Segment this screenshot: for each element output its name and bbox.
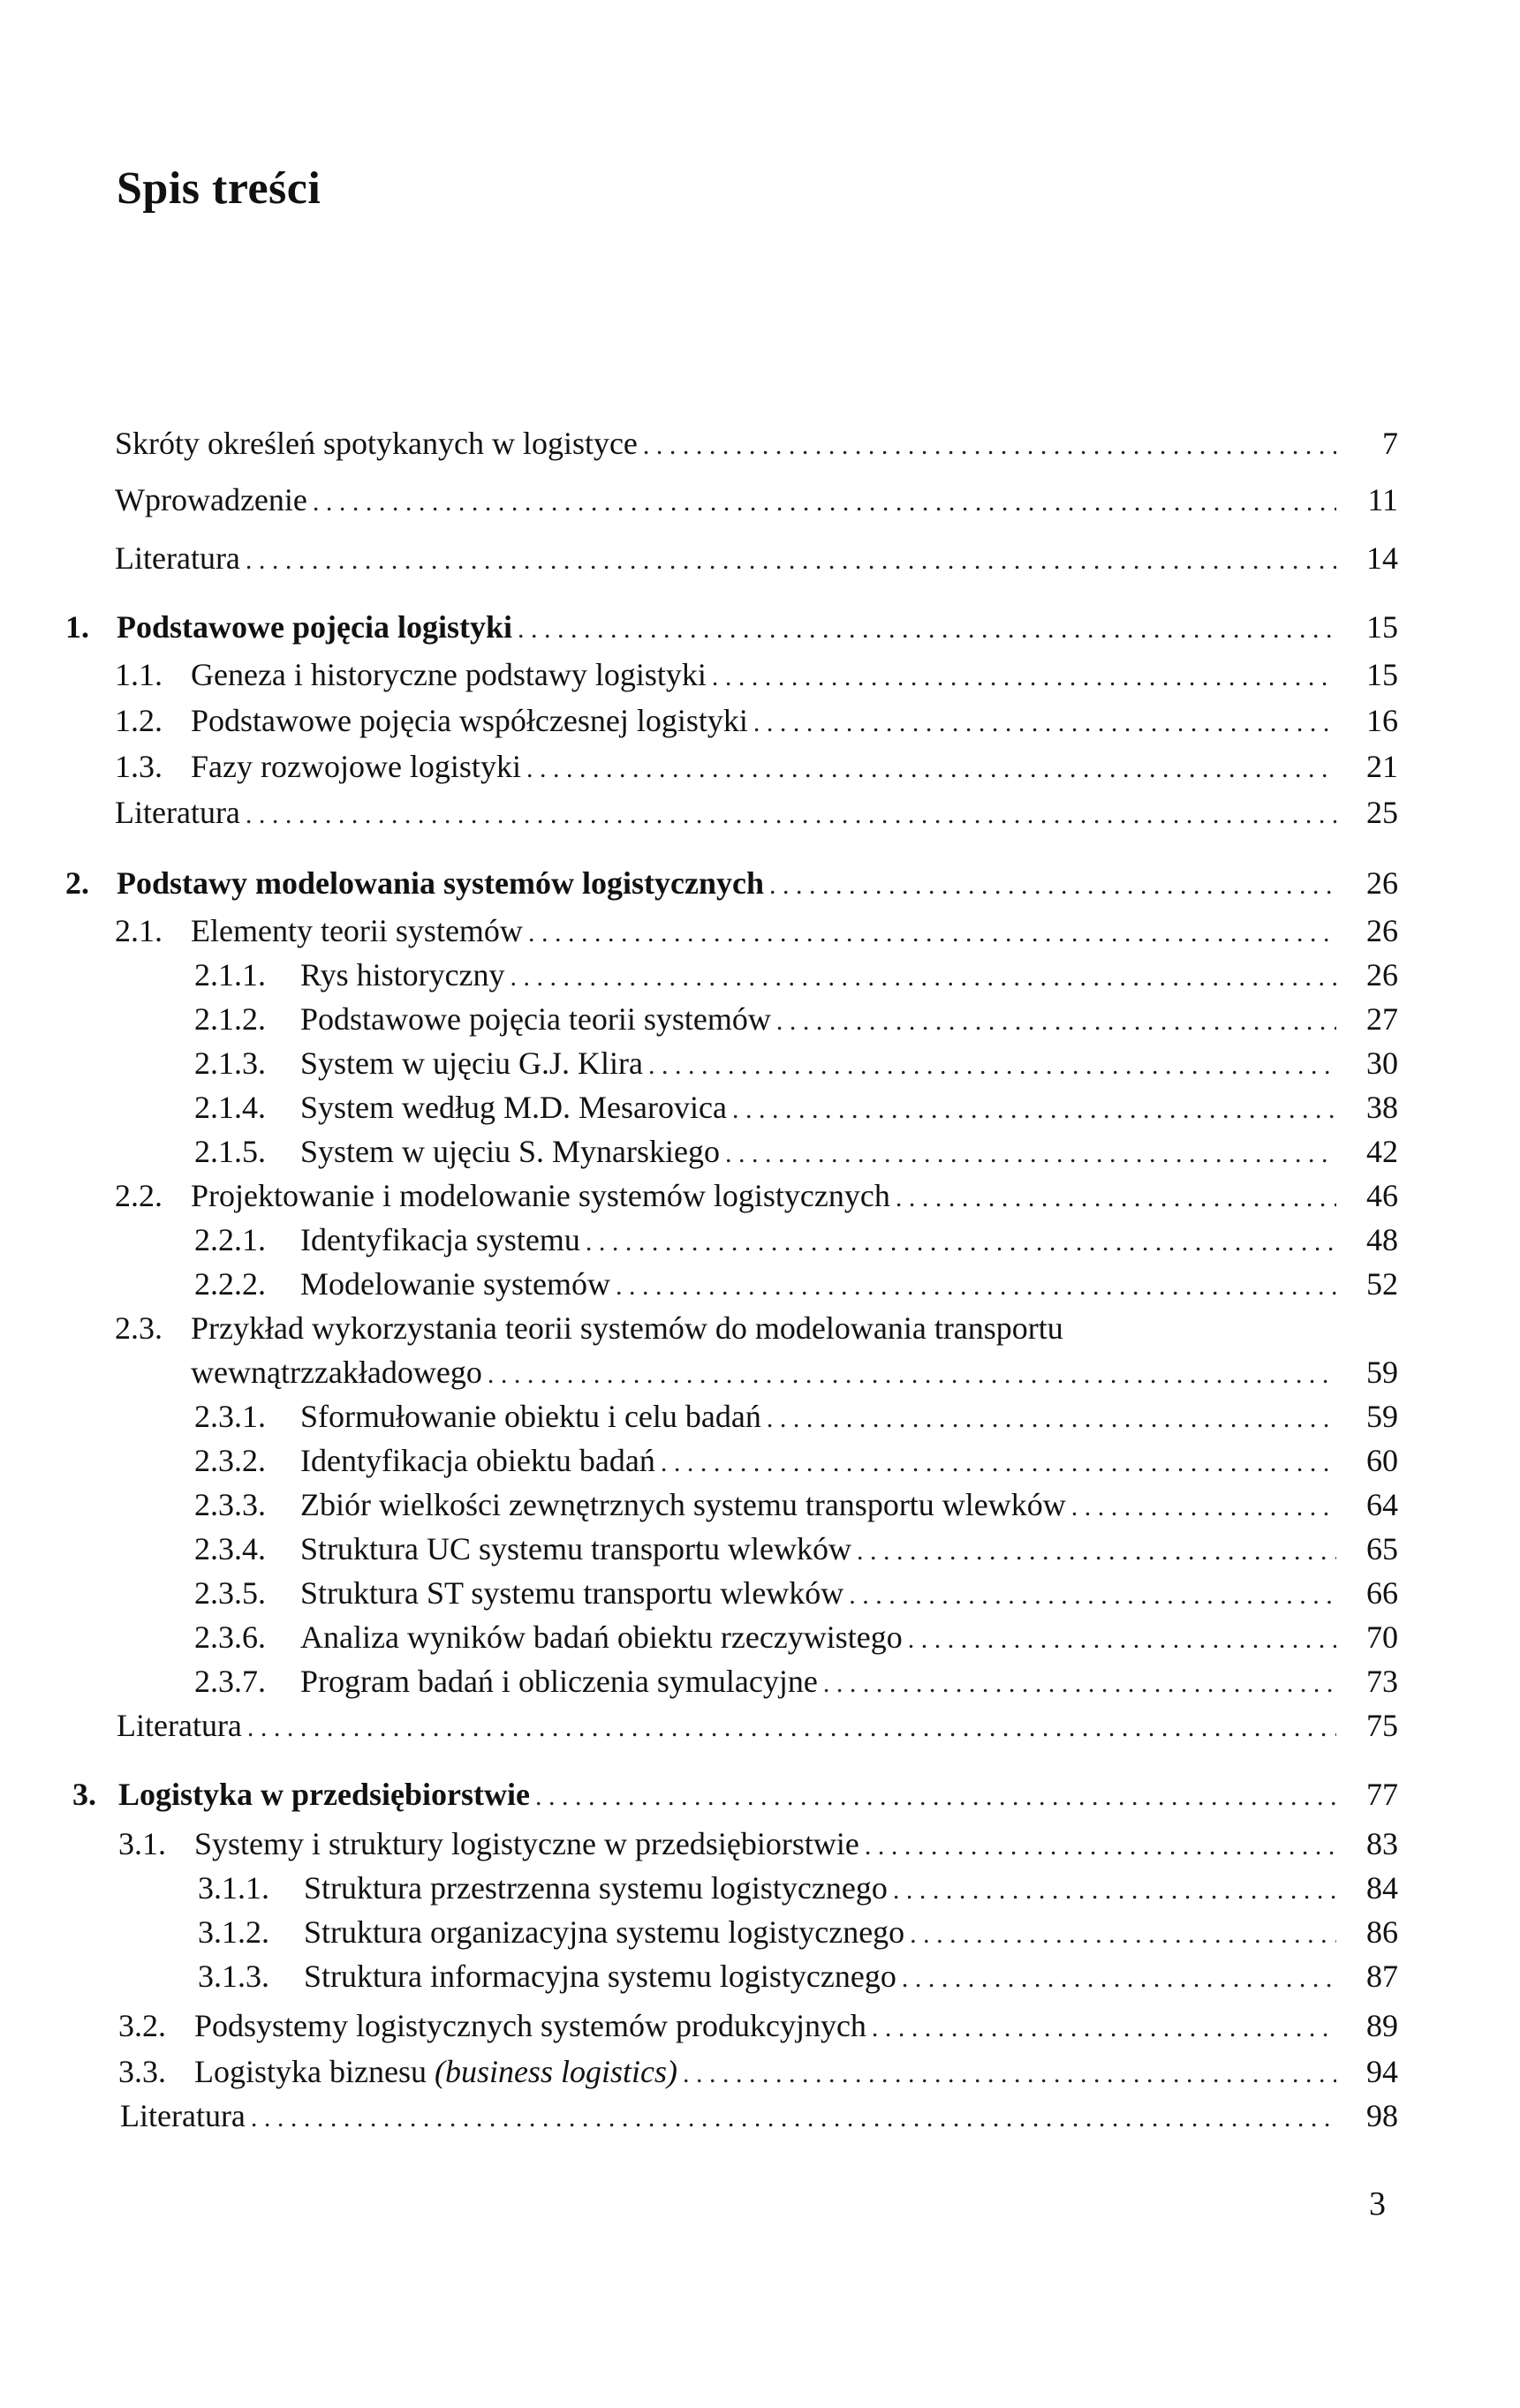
toc-entry-page: 27 — [1366, 1001, 1398, 1037]
toc-entry-literature[interactable] — [115, 795, 1398, 831]
toc-entry-literature[interactable] — [120, 2098, 1398, 2134]
toc-entry-page: 21 — [1366, 749, 1398, 784]
toc-entry-page: 94 — [1366, 2054, 1398, 2089]
toc-entry-label: System w ujęciu S. Mynarskiego — [300, 1134, 720, 1169]
toc-entry-page: 7 — [1382, 426, 1398, 461]
toc-entry-label: Wprowadzenie — [115, 482, 307, 517]
leader-dots — [643, 426, 1336, 462]
toc-entry-literature[interactable] — [115, 540, 1398, 577]
toc-subsection-3-1-1[interactable] — [198, 1870, 1398, 1906]
toc-entry-page: 83 — [1366, 1826, 1398, 1861]
leader-dots — [893, 1870, 1336, 1906]
toc-entry-label: Skróty określeń spotykanych w logistyce — [115, 426, 638, 461]
toc-subsection-2-3-3[interactable] — [194, 1487, 1398, 1523]
leader-dots — [865, 1826, 1336, 1862]
leader-dots — [823, 1664, 1336, 1700]
leader-dots — [313, 482, 1336, 518]
toc-entry-label: Podstawy modelowania systemów logistycznych — [117, 865, 764, 901]
toc-entry-label: Podstawowe pojęcia współczesnej logistyki — [191, 703, 748, 738]
toc-section-1-3[interactable] — [115, 749, 1398, 785]
toc-entry-label: Geneza i historyczne podstawy logistyki — [191, 657, 707, 692]
toc-entry-number: 2.2.1. — [194, 1222, 266, 1257]
toc-entry-number: 2.2.2. — [194, 1266, 266, 1302]
toc-entry-label: Elementy teorii systemów — [191, 913, 523, 948]
toc-section-1-1[interactable] — [115, 657, 1398, 693]
leader-dots — [767, 1399, 1336, 1435]
toc-chapter-1[interactable] — [65, 609, 1398, 645]
toc-subsection-3-1-2[interactable] — [198, 1914, 1398, 1951]
toc-entry-label: Zbiór wielkości zewnętrznych systemu transportu wlewków — [300, 1487, 1066, 1522]
toc-entry-page: 66 — [1366, 1575, 1398, 1611]
toc-entry-label: Literatura — [115, 540, 240, 576]
toc-entry-page: 98 — [1366, 2098, 1398, 2133]
toc-entry-page: 52 — [1366, 1266, 1398, 1302]
toc-entry-label: System według M.D. Mesarovica — [300, 1090, 727, 1125]
toc-entry-number: 1. — [65, 609, 89, 645]
toc-entry-label: Identyfikacja obiektu badań — [300, 1443, 655, 1478]
leader-dots — [535, 1777, 1336, 1813]
toc-entry-label: System w ujęciu G.J. Klira — [300, 1045, 643, 1081]
toc-entry-page: 14 — [1366, 540, 1398, 576]
toc-entry-number: 2. — [65, 865, 89, 901]
toc-subsection-2-1-1[interactable] — [194, 957, 1398, 993]
toc-entry-introduction[interactable] — [115, 482, 1398, 518]
leader-dots — [769, 865, 1336, 902]
toc-subsection-2-2-1[interactable] — [194, 1222, 1398, 1258]
toc-entry-page: 84 — [1366, 1870, 1398, 1906]
toc-entry-number: 2.3.4. — [194, 1531, 266, 1566]
toc-entry-number: 2.3.7. — [194, 1664, 266, 1699]
toc-entry-number: 2.3.6. — [194, 1619, 266, 1655]
toc-entry-number: 3.1. — [118, 1826, 166, 1861]
toc-entry-label — [194, 2054, 677, 2090]
leader-dots — [908, 1619, 1336, 1656]
toc-entry-page: 86 — [1366, 1914, 1398, 1950]
toc-entry-page: 42 — [1366, 1134, 1398, 1169]
toc-entry-page: 65 — [1366, 1531, 1398, 1566]
toc-entry-label: Struktura organizacyjna systemu logistycznego — [304, 1914, 905, 1950]
toc-section-3-2[interactable] — [118, 2008, 1398, 2044]
leader-dots — [526, 749, 1336, 785]
toc-subsection-3-1-3[interactable] — [198, 1959, 1398, 1995]
leader-dots — [528, 913, 1336, 949]
toc-section-2-1[interactable] — [115, 913, 1398, 949]
toc-entry-number: 3.1.2. — [198, 1914, 269, 1950]
toc-chapter-3[interactable] — [72, 1777, 1398, 1813]
toc-entry-page: 25 — [1366, 795, 1398, 830]
toc-entry-label: Analiza wyników badań obiektu rzeczywistego — [300, 1619, 903, 1655]
toc-entry-label: Projektowanie i modelowanie systemów logistycznych — [191, 1178, 890, 1213]
toc-entry-number: 3. — [72, 1777, 96, 1812]
toc-entry-label: Struktura ST systemu transportu wlewków — [300, 1575, 844, 1611]
leader-dots — [776, 1001, 1336, 1038]
toc-entry-label-continuation: wewnątrzzakładowego — [191, 1355, 482, 1390]
toc-entry-number: 2.3.2. — [194, 1443, 266, 1478]
leader-dots — [251, 2098, 1336, 2134]
toc-section-1-2[interactable] — [115, 703, 1398, 739]
page-title: Spis treści — [117, 163, 321, 214]
toc-section-3-3[interactable] — [118, 2054, 1398, 2090]
toc-section-2-3[interactable] — [115, 1310, 1063, 1347]
page-number: 3 — [1369, 2185, 1386, 2223]
leader-dots — [902, 1959, 1336, 1995]
toc-entry-label: Podsystemy logistycznych systemów produkcyjnych — [194, 2008, 866, 2043]
leader-dots — [661, 1443, 1336, 1479]
toc-entry-page: 59 — [1366, 1355, 1398, 1390]
toc-subsection-2-3-1[interactable] — [194, 1399, 1398, 1435]
toc-subsection-2-1-5[interactable] — [194, 1134, 1398, 1170]
toc-entry-label-text: Logistyka biznesu — [194, 2054, 427, 2089]
toc-subsection-2-3-6[interactable] — [194, 1619, 1398, 1656]
leader-dots — [586, 1222, 1336, 1258]
leader-dots — [1071, 1487, 1336, 1523]
toc-entry-literature[interactable] — [117, 1708, 1398, 1744]
toc-subsection-2-1-3[interactable] — [194, 1045, 1398, 1082]
toc-entry-label: Literatura — [117, 1708, 242, 1743]
toc-entry-label: Logistyka w przedsiębiorstwie — [118, 1777, 530, 1812]
toc-entry-number: 3.3. — [118, 2054, 166, 2089]
toc-entry-number: 2.3.1. — [194, 1399, 266, 1434]
toc-entry-label: Systemy i struktury logistyczne w przedsiębiorstwie — [194, 1826, 859, 1861]
leader-dots — [896, 1178, 1336, 1214]
toc-entry-page: 26 — [1366, 957, 1398, 993]
leader-dots — [712, 657, 1336, 693]
toc-entry-label: Sformułowanie obiektu i celu badań — [300, 1399, 761, 1434]
toc-entry-page: 48 — [1366, 1222, 1398, 1257]
toc-entry-number: 2.3. — [115, 1310, 163, 1346]
toc-entry-page: 73 — [1366, 1664, 1398, 1699]
toc-entry-label-italic: (business logistics) — [434, 2054, 677, 2089]
toc-subsection-2-1-2[interactable] — [194, 1001, 1398, 1038]
leader-dots — [616, 1266, 1336, 1302]
toc-entry-page: 77 — [1366, 1777, 1398, 1812]
toc-entry-label: Rys historyczny — [300, 957, 505, 993]
toc-chapter-2[interactable] — [65, 865, 1398, 902]
toc-entry-number: 2.1.3. — [194, 1045, 266, 1081]
toc-entry-label: Modelowanie systemów — [300, 1266, 610, 1302]
toc-entry-number: 3.1.1. — [198, 1870, 269, 1906]
toc-entry-label: Fazy rozwojowe logistyki — [191, 749, 521, 784]
toc-entry-page: 87 — [1366, 1959, 1398, 1994]
toc-entry-number: 3.2. — [118, 2008, 166, 2043]
toc-entry-label: Struktura UC systemu transportu wlewków — [300, 1531, 851, 1566]
toc-entry-page: 15 — [1366, 609, 1398, 645]
leader-dots — [725, 1134, 1336, 1170]
toc-entry-label: Podstawowe pojęcia teorii systemów — [300, 1001, 771, 1037]
toc-subsection-2-3-2[interactable] — [194, 1443, 1398, 1479]
toc-entry-label: Struktura informacyjna systemu logistycznego — [304, 1959, 896, 1994]
toc-entry-label: Identyfikacja systemu — [300, 1222, 580, 1257]
toc-subsection-2-3-4[interactable] — [194, 1531, 1398, 1567]
toc-subsection-2-2-2[interactable] — [194, 1266, 1398, 1302]
toc-entry-page: 16 — [1366, 703, 1398, 738]
leader-dots — [246, 795, 1336, 831]
leader-dots — [488, 1355, 1336, 1391]
toc-entry-abbreviations[interactable] — [115, 426, 1398, 462]
toc-entry-number: 1.2. — [115, 703, 163, 738]
toc-entry-page: 60 — [1366, 1443, 1398, 1478]
toc-entry-label: Literatura — [115, 795, 240, 830]
toc-entry-page: 26 — [1366, 913, 1398, 948]
toc-entry-number: 2.3.3. — [194, 1487, 266, 1522]
toc-entry-page: 70 — [1366, 1619, 1398, 1655]
toc-section-2-2[interactable] — [115, 1178, 1398, 1214]
toc-entry-page: 46 — [1366, 1178, 1398, 1213]
leader-dots — [910, 1914, 1336, 1951]
toc-entry-page: 38 — [1366, 1090, 1398, 1125]
toc-entry-number: 2.1.1. — [194, 957, 266, 993]
toc-entry-number: 2.2. — [115, 1178, 163, 1213]
leader-dots — [518, 609, 1336, 645]
leader-dots — [683, 2054, 1336, 2090]
toc-entry-number: 3.1.3. — [198, 1959, 269, 1994]
leader-dots — [849, 1575, 1336, 1612]
toc-entry-page: 75 — [1366, 1708, 1398, 1743]
leader-dots — [732, 1090, 1336, 1126]
toc-entry-number: 1.3. — [115, 749, 163, 784]
toc-entry-number: 2.1.4. — [194, 1090, 266, 1125]
toc-section-3-1[interactable] — [118, 1826, 1398, 1862]
toc-entry-number: 1.1. — [115, 657, 163, 692]
toc-entry-number: 2.1. — [115, 913, 163, 948]
toc-subsection-2-3-7[interactable] — [194, 1664, 1398, 1700]
toc-entry-number: 2.1.2. — [194, 1001, 266, 1037]
toc-entry-page: 30 — [1366, 1045, 1398, 1081]
toc-entry-page: 59 — [1366, 1399, 1398, 1434]
toc-entry-number: 2.1.5. — [194, 1134, 266, 1169]
toc-entry-label: Podstawowe pojęcia logistyki — [117, 609, 512, 645]
toc-entry-label: Program badań i obliczenia symulacyjne — [300, 1664, 818, 1699]
toc-subsection-2-1-4[interactable] — [194, 1090, 1398, 1126]
toc-entry-page: 64 — [1366, 1487, 1398, 1522]
leader-dots — [648, 1045, 1336, 1082]
toc-entry-page: 15 — [1366, 657, 1398, 692]
leader-dots — [753, 703, 1336, 739]
toc-section-2-3-continuation[interactable] — [191, 1355, 1398, 1391]
toc-entry-page: 11 — [1367, 482, 1398, 517]
leader-dots — [510, 957, 1336, 993]
toc-entry-number: 2.3.5. — [194, 1575, 266, 1611]
toc-entry-label: Struktura przestrzenna systemu logistycznego — [304, 1870, 888, 1906]
leader-dots — [872, 2008, 1336, 2044]
toc-entry-page: 26 — [1366, 865, 1398, 901]
toc-entry-label: Literatura — [120, 2098, 246, 2133]
toc-subsection-2-3-5[interactable] — [194, 1575, 1398, 1612]
leader-dots — [857, 1531, 1336, 1567]
leader-dots — [246, 540, 1336, 577]
toc-entry-page: 89 — [1366, 2008, 1398, 2043]
leader-dots — [247, 1708, 1336, 1744]
toc-entry-label: Przykład wykorzystania teorii systemów do modelowania transportu — [191, 1310, 1063, 1346]
